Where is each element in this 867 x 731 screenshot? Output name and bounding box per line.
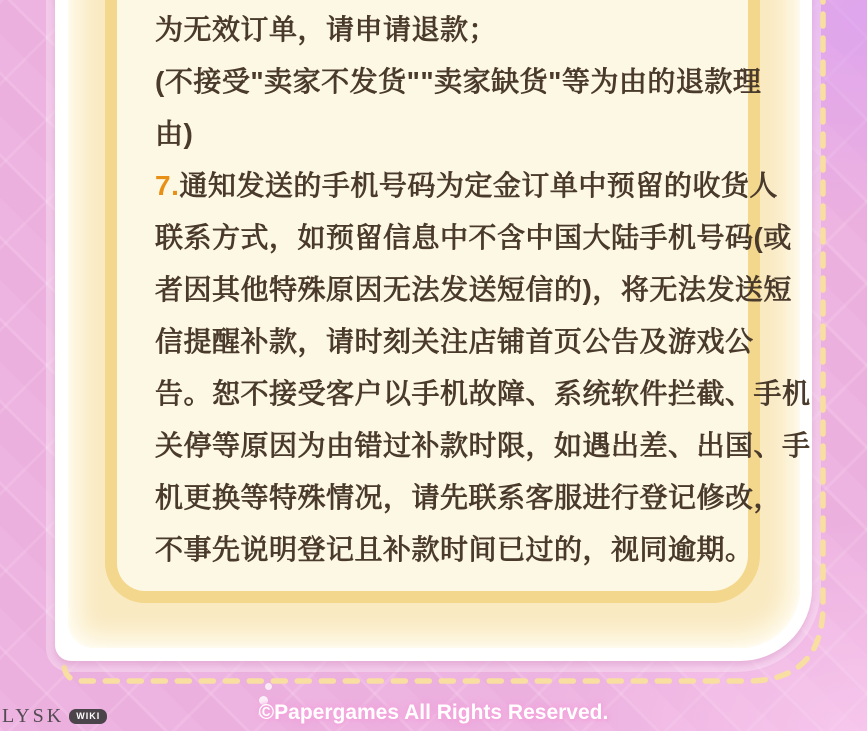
terms-line	[155, 108, 721, 160]
terms-line	[155, 264, 792, 316]
terms-line-text: 告。恕不接受客户以手机故障、系统软件拦截、手机	[155, 378, 811, 409]
watermark-wiki-badge: WIKI	[69, 709, 107, 724]
terms-line-text: (不接受"卖家不发货""卖家缺货"等为由的退款理	[155, 66, 762, 97]
terms-line	[155, 368, 811, 420]
terms-line-text: 为无效订单，请申请退款；	[155, 14, 498, 45]
terms-line	[155, 316, 754, 368]
watermark-lysk-text: LYSK	[2, 705, 65, 727]
terms-text-block	[155, 4, 811, 576]
terms-line	[155, 56, 762, 108]
terms-line-text: 联系方式，如预留信息中不含中国大陆手机号码(或	[155, 222, 792, 253]
terms-line	[155, 524, 754, 576]
footer-copyright: ©Papergames All Rights Reserved.	[258, 701, 609, 724]
terms-line-prefix: 7.	[155, 170, 180, 201]
terms-line	[155, 212, 792, 264]
sparkle-dot-icon	[265, 683, 272, 690]
terms-line	[155, 160, 778, 212]
terms-line-text: 由)	[155, 118, 194, 149]
terms-line-text: 者因其他特殊原因无法发送短信的)，将无法发送短	[155, 274, 792, 305]
terms-line-text: 机更换等特殊情况，请先联系客服进行登记修改，	[155, 482, 783, 513]
terms-line	[155, 420, 811, 472]
terms-line	[155, 472, 783, 524]
terms-line-text: 关停等原因为由错过补款时限，如遇出差、出国、手	[155, 430, 811, 461]
watermark	[2, 705, 107, 728]
terms-line-text: 信提醒补款，请时刻关注店铺首页公告及游戏公	[155, 326, 754, 357]
terms-line-text: 通知发送的手机号码为定金订单中预留的收货人	[179, 170, 778, 201]
terms-line	[155, 4, 721, 56]
terms-line-text: 不事先说明登记且补款时间已过的，视同逾期。	[155, 534, 754, 565]
